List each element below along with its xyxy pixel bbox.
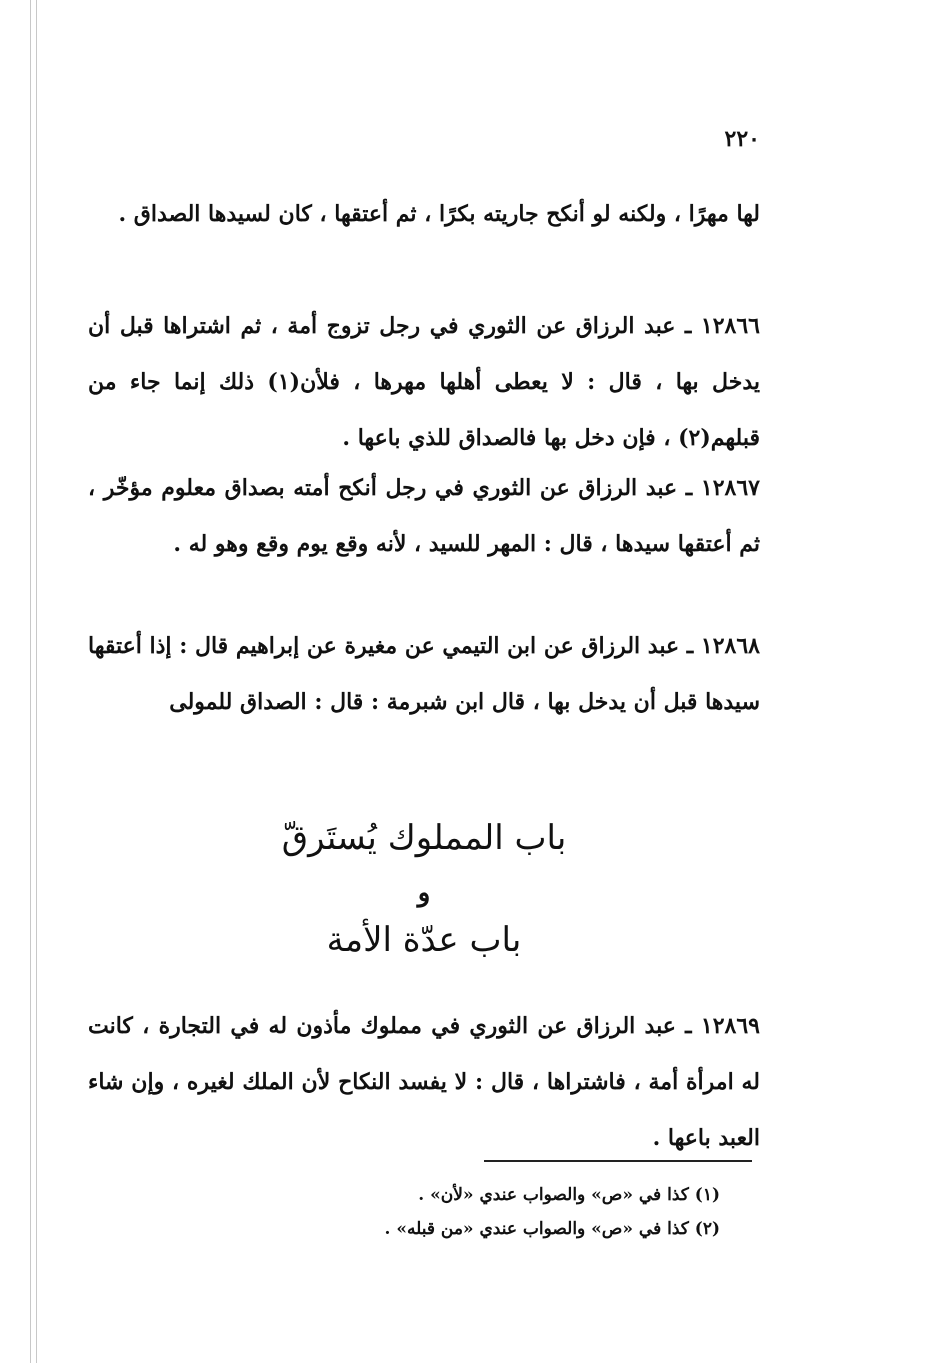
- paragraph-12869: [88, 998, 760, 1166]
- footnotes: [300, 1178, 720, 1246]
- paragraph-continuation: [88, 186, 760, 242]
- paragraph-text: ١٢٨٦٧ ـ عبد الرزاق عن الثوري في رجل أنكح أمته بصداق معلوم مؤخّر ، ثم أعتقها سيدها ، قال : المهر للسيد ، لأنه وقع يوم وقع وهو له .: [88, 475, 760, 557]
- page-number: ٢٢٠: [724, 126, 760, 152]
- paragraph-12866: [88, 298, 760, 466]
- chapter-heading-1: باب المملوك يُستَرقّ: [281, 818, 567, 858]
- paragraph-text: ١٢٨٦٨ ـ عبد الرزاق عن ابن التيمي عن مغيرة عن إبراهيم قال : إذا أعتقها سيدها قبل أن يدخل بها ، قال ابن شبرمة : قال : الصداق للمولى: [88, 633, 760, 715]
- heading-conjunction: و: [417, 878, 431, 908]
- binding-line-left-2: [36, 0, 37, 1363]
- footnote-2: (٢) كذا في «ص» والصواب عندي «من قبله» .: [384, 1219, 720, 1239]
- paragraph-text: لها مهرًا ، ولكنه لو أنكح جاريته بكرًا ، ثم أعتقها ، كان لسيدها الصداق .: [118, 201, 760, 227]
- footnote-1: (١) كذا في «ص» والصواب عندي «لأن» .: [418, 1185, 720, 1205]
- footnote-divider: [484, 1160, 752, 1162]
- paragraph-text: ١٢٨٦٦ ـ عبد الرزاق عن الثوري في رجل تزوج أمة ، ثم اشتراها قبل أن يدخل بها ، قال : لا يعطى أهلها مهرها ، فلأن(١) ذلك إنما جاء من قبلهم(٢) ، فإن دخل بها فالصداق للذي باعها .: [88, 313, 760, 451]
- paragraph-12867: [88, 460, 760, 572]
- chapter-heading-2: باب عدّة الأمة: [326, 920, 522, 960]
- paragraph-text: ١٢٨٦٩ ـ عبد الرزاق عن الثوري في مملوك مأذون له في التجارة ، كانت له امرأة أمة ، فاشتراها ، قال : لا يفسد النكاح لأن الملك لغيره ، وإن شاء العبد باعها .: [88, 1013, 760, 1151]
- paragraph-12868: [88, 618, 760, 730]
- binding-line-left: [30, 0, 31, 1363]
